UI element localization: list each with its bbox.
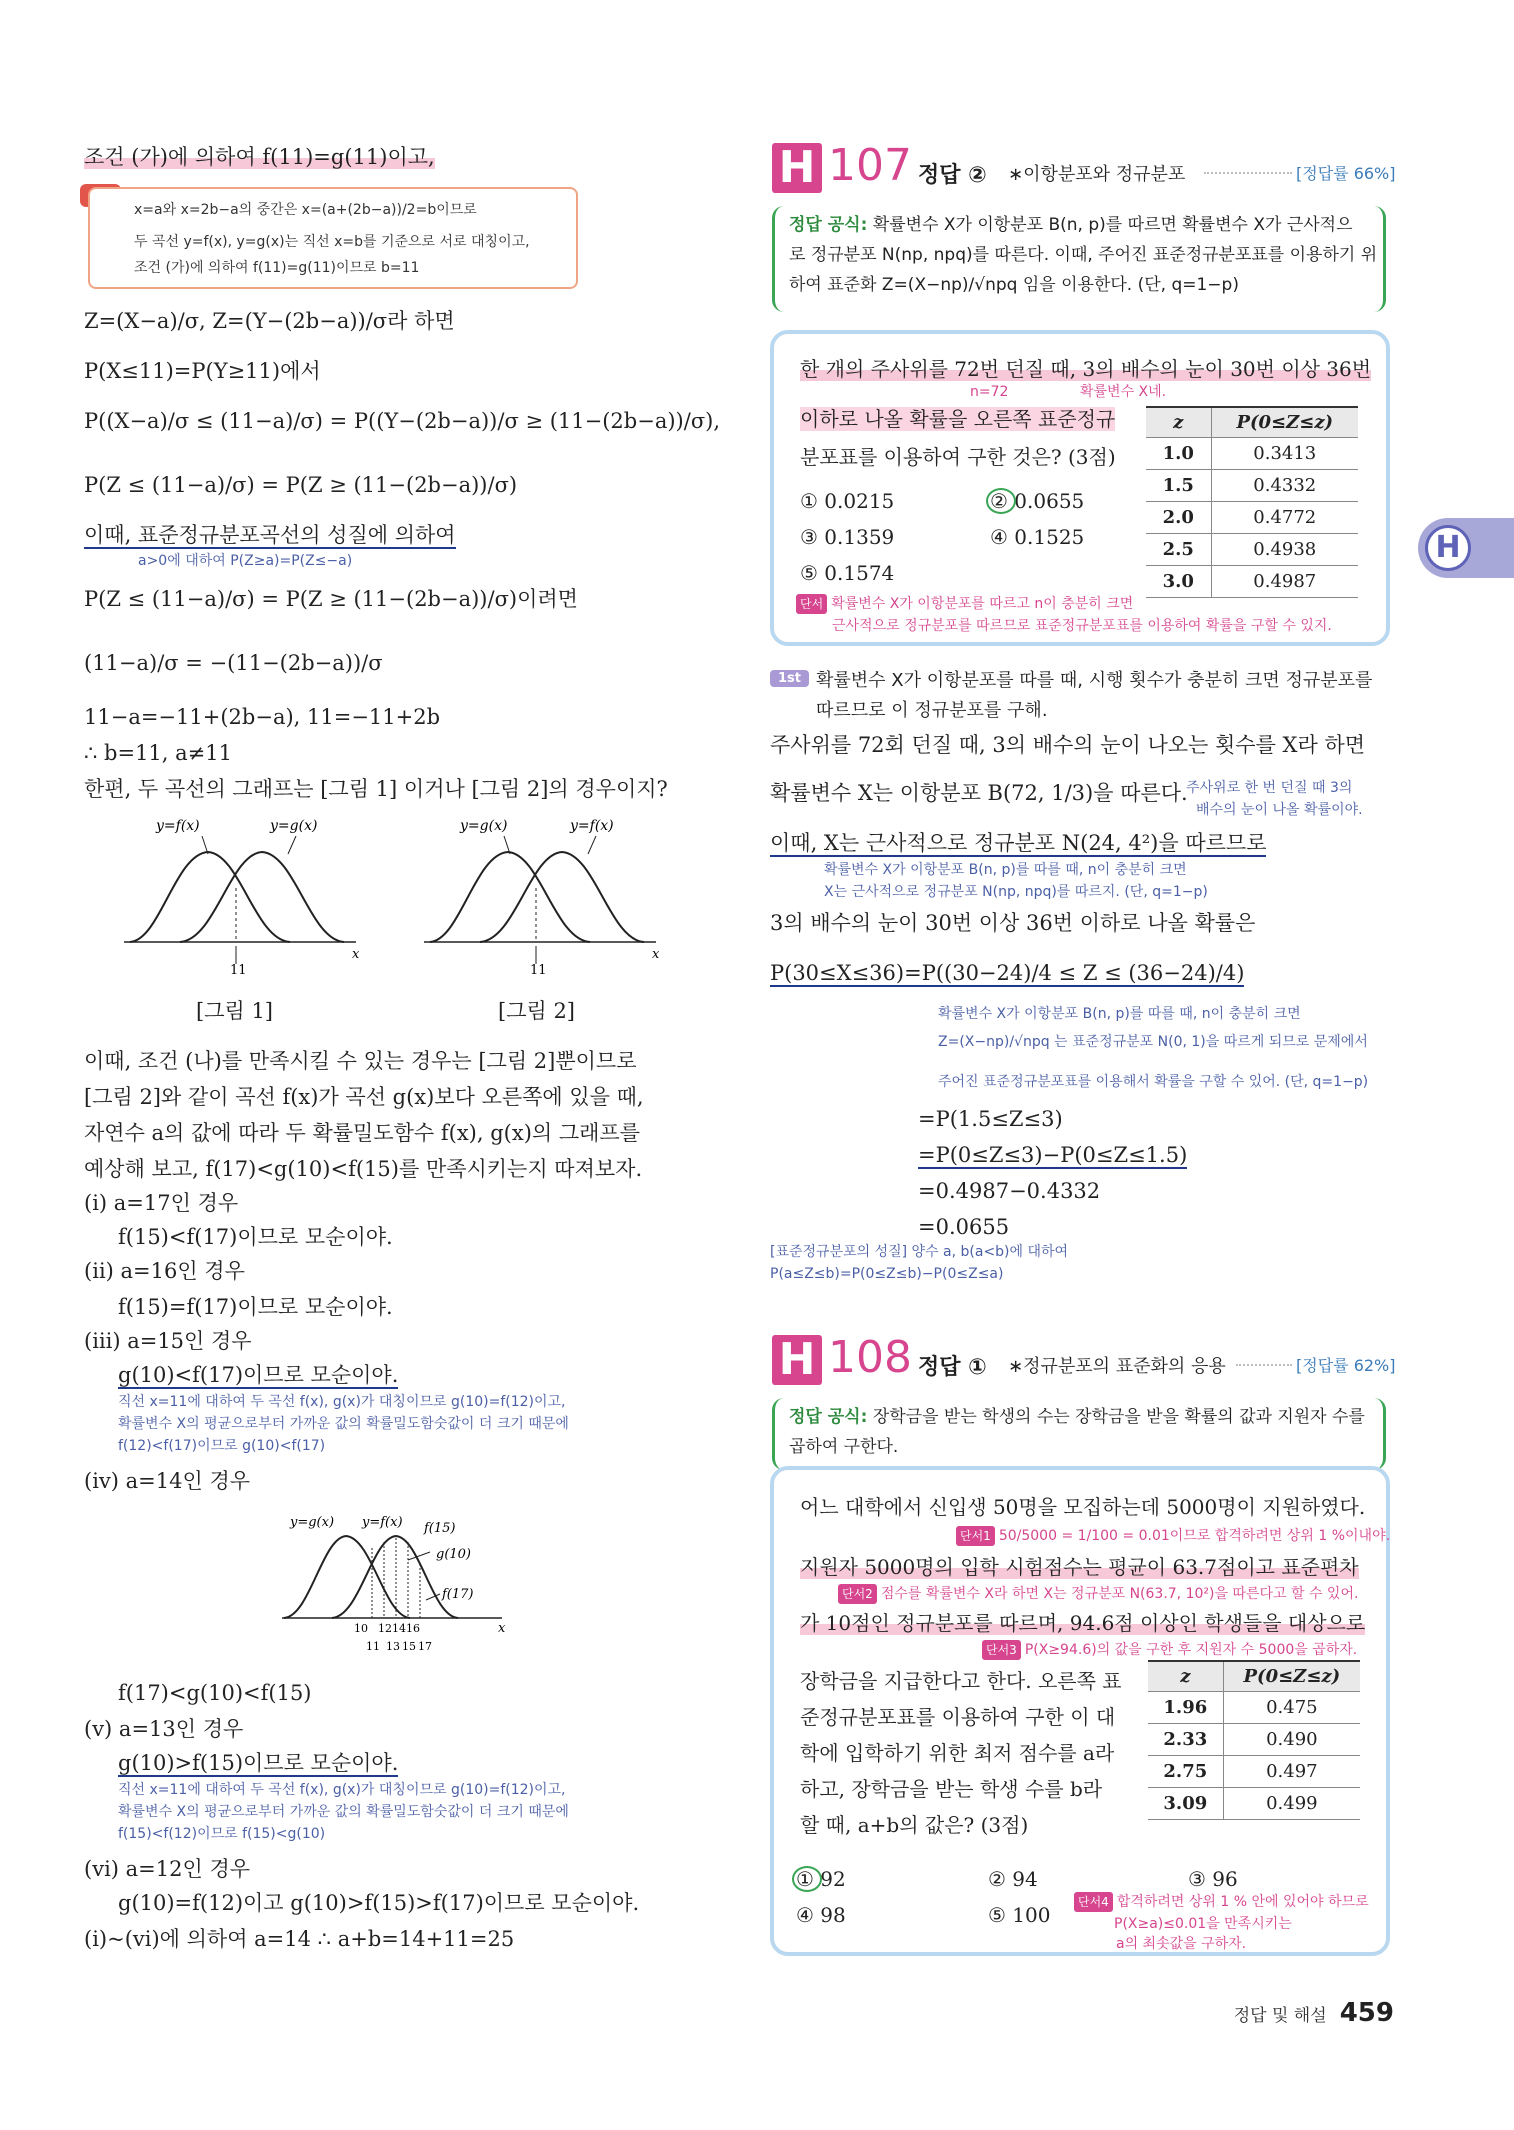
h108-q1: 어느 대학에서 신입생 50명을 모집하는데 5000명이 지원하였다. (800, 1495, 1366, 1519)
fig1-label-g: y=g(x) (270, 818, 318, 834)
h107-q1: 한 개의 주사위를 72번 던질 때, 3의 배수의 눈이 30번 이상 36번 (800, 357, 1372, 381)
h107-s3: 주사위를 72회 던질 때, 3의 배수의 눈이 나오는 횟수를 X라 하면 (770, 733, 1366, 757)
h107-category: ∗이항분포와 정규분포 (1008, 164, 1186, 185)
fig3-tick-15: 15 (402, 1640, 416, 1653)
h107-option-5[interactable]: ⑤ 0.1574 (800, 561, 895, 585)
h107-s11: =0.0655 (918, 1215, 1010, 1239)
left-line-7: P(Z ≤ (11−a)/σ) = P(Z ≥ (11−(2b−a))/σ)이려면 (84, 587, 578, 611)
case-5-body: g(10)>f(15)이므로 모순이야. (118, 1751, 399, 1775)
h107-option-1[interactable]: ① 0.0215 (800, 489, 895, 513)
h107-s5-note-2: X는 근사적으로 정규분포 N(np, npq)를 따르지. (단, q=1−p) (824, 884, 1208, 900)
h108-option-3[interactable]: ③ 96 (1188, 1867, 1238, 1891)
case-3-note-2: 확률변수 X의 평균으로부터 가까운 값의 확률밀도함숫값이 더 크기 때문에 (118, 1416, 569, 1432)
h107-s5-note-1: 확률변수 X가 이항분포 B(n, p)를 따를 때, n이 충분히 크면 (824, 862, 1187, 878)
left-p2: [그림 2]와 같이 곡선 f(x)가 곡선 g(x)보다 오른쪽에 있을 때, (84, 1085, 644, 1109)
h107-q2: 이하로 나올 확률을 오른쪽 표준정규 (800, 407, 1116, 431)
h107-th-z: z (1146, 407, 1211, 438)
case-1-body: f(15)<f(17)이므로 모순이야. (118, 1225, 393, 1249)
fig3-label-g10: g(10) (436, 1547, 472, 1562)
fig2-label-g: y=g(x) (460, 818, 508, 834)
h107-q3: 분포표를 이용하여 구한 것은? (3점) (800, 445, 1116, 469)
h108-q6: 학에 입학하기 위한 최저 점수를 a라 (800, 1741, 1115, 1765)
left-line-9: 11−a=−11+(2b−a), 11=−11+2b (84, 705, 441, 729)
fig2-tick: 11 (530, 963, 547, 974)
h107-formula-2: 로 정규분포 N(np, npq)를 따른다. 이때, 주어진 표준정규분포표를 이용하기 위 (789, 245, 1378, 265)
h107-s4-note-1: 주사위로 한 번 던질 때 3의 (1186, 780, 1353, 796)
caution-box (88, 187, 578, 289)
h108-number: 108 (828, 1332, 912, 1383)
h107-s7-note-2: Z=(X−np)/√npq 는 표준정규분포 N(0, 1)을 따르게 되므로 문제에서 (938, 1034, 1368, 1050)
h107-s7: P(30≤X≤36)=P((30−24)/4 ≤ Z ≤ (36−24)/4) (770, 961, 1245, 985)
h107-option-2[interactable]: ② 0.0655 (990, 489, 1085, 513)
h107-p-3: 0.4938 (1211, 534, 1358, 566)
fig3-tick-17: 17 (418, 1640, 432, 1653)
h107-s10: =0.4987−0.4332 (918, 1179, 1101, 1203)
h108-th-p: P(0≤Z≤z) (1223, 1661, 1360, 1692)
h107-formula-1: 확률변수 X가 이항분포 B(n, p)를 따르면 확률변수 X가 근사적으 (872, 215, 1353, 235)
left-line-6: 이때, 표준정규분포곡선의 성질에 의하여 (84, 523, 456, 547)
left-p3: 자연수 a의 값에 따라 두 확률밀도함수 f(x), g(x)의 그래프를 (84, 1121, 640, 1145)
h108-hint-3: 단서3 P(X≥94.6)의 값을 구한 후 지원자 수 5000을 곱하자. (982, 1640, 1357, 1660)
h107-z-1: 1.5 (1146, 470, 1211, 502)
h108-correct-circle (792, 1866, 822, 1892)
h108-p-2: 0.497 (1223, 1756, 1360, 1788)
h108-p-3: 0.499 (1223, 1788, 1360, 1820)
left-line-1: 조건 (가)에 의하여 f(11)=g(11)이고, (84, 145, 435, 169)
h108-q3: 가 10점인 정규분포를 따르며, 94.6점 이상인 학생들을 대상으로 (800, 1611, 1366, 1635)
h107-s8: =P(1.5≤Z≤3) (918, 1107, 1063, 1131)
fig3-label-g: y=g(x) (290, 1515, 335, 1530)
h107-q1-note-x: 확률변수 X네. (1080, 384, 1167, 400)
left-line-8: (11−a)/σ = −(11−(2b−a))/σ (84, 651, 383, 675)
h107-p-0: 0.3413 (1211, 438, 1358, 470)
h107-p-4: 0.4987 (1211, 566, 1358, 598)
h107-dots (1204, 172, 1292, 174)
fig3-tick-10: 10 (354, 1622, 368, 1635)
caution-line-3: 조건 (가)에 의하여 f(11)=g(11)이므로 b=11 (134, 260, 420, 276)
h107-hint-1: 단서 확률변수 X가 이항분포를 따르고 n이 충분히 크면 (796, 594, 1133, 614)
case-5-note-1: 직선 x=11에 대하여 두 곡선 f(x), g(x)가 대칭이므로 g(10)=f(12)이고, (118, 1782, 566, 1798)
h107-z-4: 3.0 (1146, 566, 1211, 598)
fig3-tick-14: 14 (392, 1622, 406, 1635)
h108-option-5[interactable]: ⑤ 100 (988, 1903, 1051, 1927)
h107-th-p: P(0≤Z≤z) (1211, 407, 1358, 438)
h107-z-3: 2.5 (1146, 534, 1211, 566)
case-4: (ⅳ) a=14인 경우 (84, 1469, 251, 1493)
left-line-10: ∴ b=11, a≠11 (84, 741, 232, 765)
left-line-3: P(X≤11)=P(Y≥11)에서 (84, 359, 321, 383)
caution-line-2: 두 곡선 y=f(x), y=g(x)는 직선 x=b를 기준으로 서로 대칭이고, (134, 234, 530, 250)
h107-step-tag: 1st (770, 670, 809, 687)
left-line-5: P(Z ≤ (11−a)/σ) = P(Z ≥ (11−(2b−a))/σ) (84, 473, 518, 497)
h107-formula-box (772, 206, 1386, 312)
h108-p-0: 0.475 (1223, 1692, 1360, 1724)
case-1: (ⅰ) a=17인 경우 (84, 1191, 239, 1215)
left-line-2: Z=(X−a)/σ, Z=(Y−(2b−a))/σ라 하면 (84, 309, 455, 333)
case-4-body: f(17)<g(10)<f(15) (118, 1681, 312, 1705)
h107-s1: 확률변수 X가 이항분포를 따를 때, 시행 횟수가 충분히 크면 정규분포를 (816, 670, 1373, 691)
h107-s7-note-3: 주어진 표준정규분포표를 이용해서 확률을 구할 수 있어. (단, q=1−p) (938, 1074, 1369, 1090)
h107-number: 107 (828, 140, 912, 191)
final-answer: (ⅰ)~(ⅵ)에 의하여 a=14 ∴ a+b=14+11=25 (84, 1927, 515, 1951)
h108-q8: 할 때, a+b의 값은? (3점) (800, 1813, 1029, 1837)
fig3-tick-12: 12 (378, 1622, 392, 1635)
h108-z-table (1148, 1660, 1360, 1820)
h107-answer: 정답 ② (918, 163, 987, 188)
figure-2-caption: [그림 2] (498, 999, 575, 1023)
h107-p-1: 0.4332 (1211, 470, 1358, 502)
case-6: (ⅵ) a=12인 경우 (84, 1857, 251, 1881)
h107-formula-label: 정답 공식: (789, 215, 868, 235)
h108-hint-4: 단서4 합격하려면 상위 1 % 안에 있어야 하므로 (1074, 1892, 1369, 1912)
h107-property-1: [표준정규분포의 성질] 양수 a, b(a<b)에 대하여 (770, 1244, 1069, 1260)
case-3: (ⅲ) a=15인 경우 (84, 1329, 252, 1353)
h108-th-z: z (1148, 1661, 1223, 1692)
h107-correct-circle (986, 488, 1016, 514)
left-note-6: a>0에 대하여 P(Z≥a)=P(Z≤−a) (138, 553, 353, 569)
footer (1234, 1998, 1394, 2028)
left-line-11: 한편, 두 곡선의 그래프는 [그림 1] 이거나 [그림 2]의 경우이지? (84, 777, 668, 801)
h107-s4: 확률변수 X는 이항분포 B(72, 1/3)을 따른다. (770, 781, 1188, 805)
h108-option-2[interactable]: ② 94 (988, 1867, 1038, 1891)
fig1-label-f: y=f(x) (156, 818, 200, 834)
h107-s7-note-1: 확률변수 X가 이항분포 B(n, p)를 따를 때, n이 충분히 크면 (938, 1006, 1301, 1022)
case-3-note-1: 직선 x=11에 대하여 두 곡선 f(x), g(x)가 대칭이므로 g(10)=f(12)이고, (118, 1394, 566, 1410)
h108-option-1[interactable]: ① 92 (796, 1867, 846, 1891)
h108-formula-box (772, 1398, 1386, 1470)
h107-q1-note-n: n=72 (970, 384, 1009, 400)
fig3-tick-16: 16 (406, 1622, 420, 1635)
h108-z-1: 2.33 (1148, 1724, 1223, 1756)
h108-dots (1236, 1364, 1292, 1366)
h107-z-0: 1.0 (1146, 438, 1211, 470)
h108-option-4[interactable]: ④ 98 (796, 1903, 846, 1927)
h108-q2: 지원자 5000명의 입학 시험점수는 평균이 63.7점이고 표준편차 (800, 1555, 1359, 1579)
h108-q5: 준정규분포표를 이용하여 구한 이 대 (800, 1705, 1116, 1729)
fig3-axis: x (498, 1621, 506, 1636)
left-p1: 이때, 조건 (나)를 만족시킬 수 있는 경우는 [그림 2]뿐이므로 (84, 1049, 637, 1073)
fig3-label-f17: f(17) (442, 1587, 474, 1602)
fig3-tick-13: 13 (386, 1640, 400, 1653)
h107-p-2: 0.4772 (1211, 502, 1358, 534)
fig1-tick: 11 (230, 963, 247, 974)
case-3-note-3: f(12)<f(17)이므로 g(10)<f(17) (118, 1438, 326, 1454)
h107-z-table (1146, 406, 1358, 598)
h107-s5: 이때, X는 근사적으로 정규분포 N(24, 4²)을 따르므로 (770, 831, 1267, 855)
h108-formula-2: 곱하여 구한다. (789, 1437, 899, 1457)
case-3-body: g(10)<f(17)이므로 모순이야. (118, 1363, 399, 1387)
h107-badge: H (772, 143, 822, 193)
h107-property-2: P(a≤Z≤b)=P(0≤Z≤b)−P(0≤Z≤a) (770, 1266, 1004, 1282)
page-number: 459 (1339, 1998, 1394, 2028)
h108-q7: 하고, 장학금을 받는 학생 수를 b라 (800, 1777, 1103, 1801)
h108-z-2: 2.75 (1148, 1756, 1223, 1788)
h108-hint-4-3: a의 최솟값을 구하자. (1116, 1936, 1247, 1952)
h108-formula-label: 정답 공식: (789, 1407, 868, 1427)
h107-z-2: 2.0 (1146, 502, 1211, 534)
left-line-4: P((X−a)/σ ≤ (11−a)/σ) = P((Y−(2b−a))/σ ≥ (11−(2b−a))/σ), (84, 409, 721, 433)
left-p4: 예상해 보고, f(17)<g(10)<f(15)를 만족시키는지 따져보자. (84, 1157, 643, 1181)
h107-s2: 따르므로 이 정규분포를 구해. (816, 700, 1048, 721)
figure-1 (120, 814, 380, 974)
case-6-body: g(10)=f(12)이고 g(10)>f(15)>f(17)이므로 모순이야. (118, 1891, 640, 1915)
h108-z-3: 3.09 (1148, 1788, 1223, 1820)
h108-hint-1: 단서1 50/5000 = 1/100 = 0.01이므로 합격하려면 상위 1 %이내야. (956, 1526, 1390, 1546)
fig3-label-f: y=f(x) (362, 1515, 403, 1530)
h107-formula-3: 하여 표준화 Z=(X−np)/√npq 임을 이용한다. (단, q=1−p) (789, 275, 1239, 295)
h107-s6: 3의 배수의 눈이 30번 이상 36번 이하로 나올 확률은 (770, 911, 1256, 935)
case-5: (ⅴ) a=13인 경우 (84, 1717, 244, 1741)
fig1-axis: x (352, 947, 360, 962)
h108-category: ∗정규분포의 표준화의 응용 (1008, 1356, 1226, 1377)
h108-hint-2: 단서2 점수를 확률변수 X라 하면 X는 정규분포 N(63.7, 10²)을 따른다고 할 수 있어. (838, 1584, 1358, 1604)
h108-rate: [정답률 62%] (1296, 1356, 1396, 1375)
caution-line-1: x=a와 x=2b−a의 중간은 x=(a+(2b−a))/2=b이므로 (134, 202, 477, 218)
h108-p-1: 0.490 (1223, 1724, 1360, 1756)
fig2-label-f: y=f(x) (570, 818, 614, 834)
case-5-note-2: 확률변수 X의 평균으로부터 가까운 값의 확률밀도함숫값이 더 크기 때문에 (118, 1804, 569, 1820)
footer-label: 정답 및 해설 (1233, 2006, 1327, 2026)
fig3-tick-11: 11 (366, 1640, 380, 1653)
h107-option-4[interactable]: ④ 0.1525 (990, 525, 1085, 549)
fig2-axis: x (652, 947, 660, 962)
case-2: (ⅱ) a=16인 경우 (84, 1259, 245, 1283)
h108-formula-1: 장학금을 받는 학생의 수는 장학금을 받을 확률의 값과 지원자 수를 (872, 1407, 1365, 1427)
h108-badge: H (772, 1335, 822, 1385)
side-tab-h-icon[interactable]: H (1425, 525, 1471, 571)
h107-rate: [정답률 66%] (1296, 164, 1396, 183)
h107-option-3[interactable]: ③ 0.1359 (800, 525, 895, 549)
h108-q4: 장학금을 지급한다고 한다. 오른쪽 표 (800, 1669, 1122, 1693)
case-5-note-3: f(15)<f(12)이므로 f(15)<g(10) (118, 1826, 326, 1842)
figure-1-caption: [그림 1] (196, 999, 273, 1023)
figure-2 (420, 814, 680, 974)
h107-s9: =P(0≤Z≤3)−P(0≤Z≤1.5) (918, 1143, 1188, 1167)
case-2-body: f(15)=f(17)이므로 모순이야. (118, 1295, 393, 1319)
h108-answer: 정답 ① (918, 1355, 987, 1380)
fig3-label-f15: f(15) (424, 1521, 456, 1536)
h108-hint-4-2: P(X≥a)≤0.01을 만족시키는 (1114, 1916, 1292, 1932)
h107-s4-note-2: 배수의 눈이 나올 확률이야. (1196, 802, 1363, 818)
h108-z-0: 1.96 (1148, 1692, 1223, 1724)
h107-hint-2: 근사적으로 정규분포를 따르므로 표준정규분포표를 이용하여 확률을 구할 수 있지. (832, 618, 1332, 634)
figure-3 (280, 1508, 530, 1658)
